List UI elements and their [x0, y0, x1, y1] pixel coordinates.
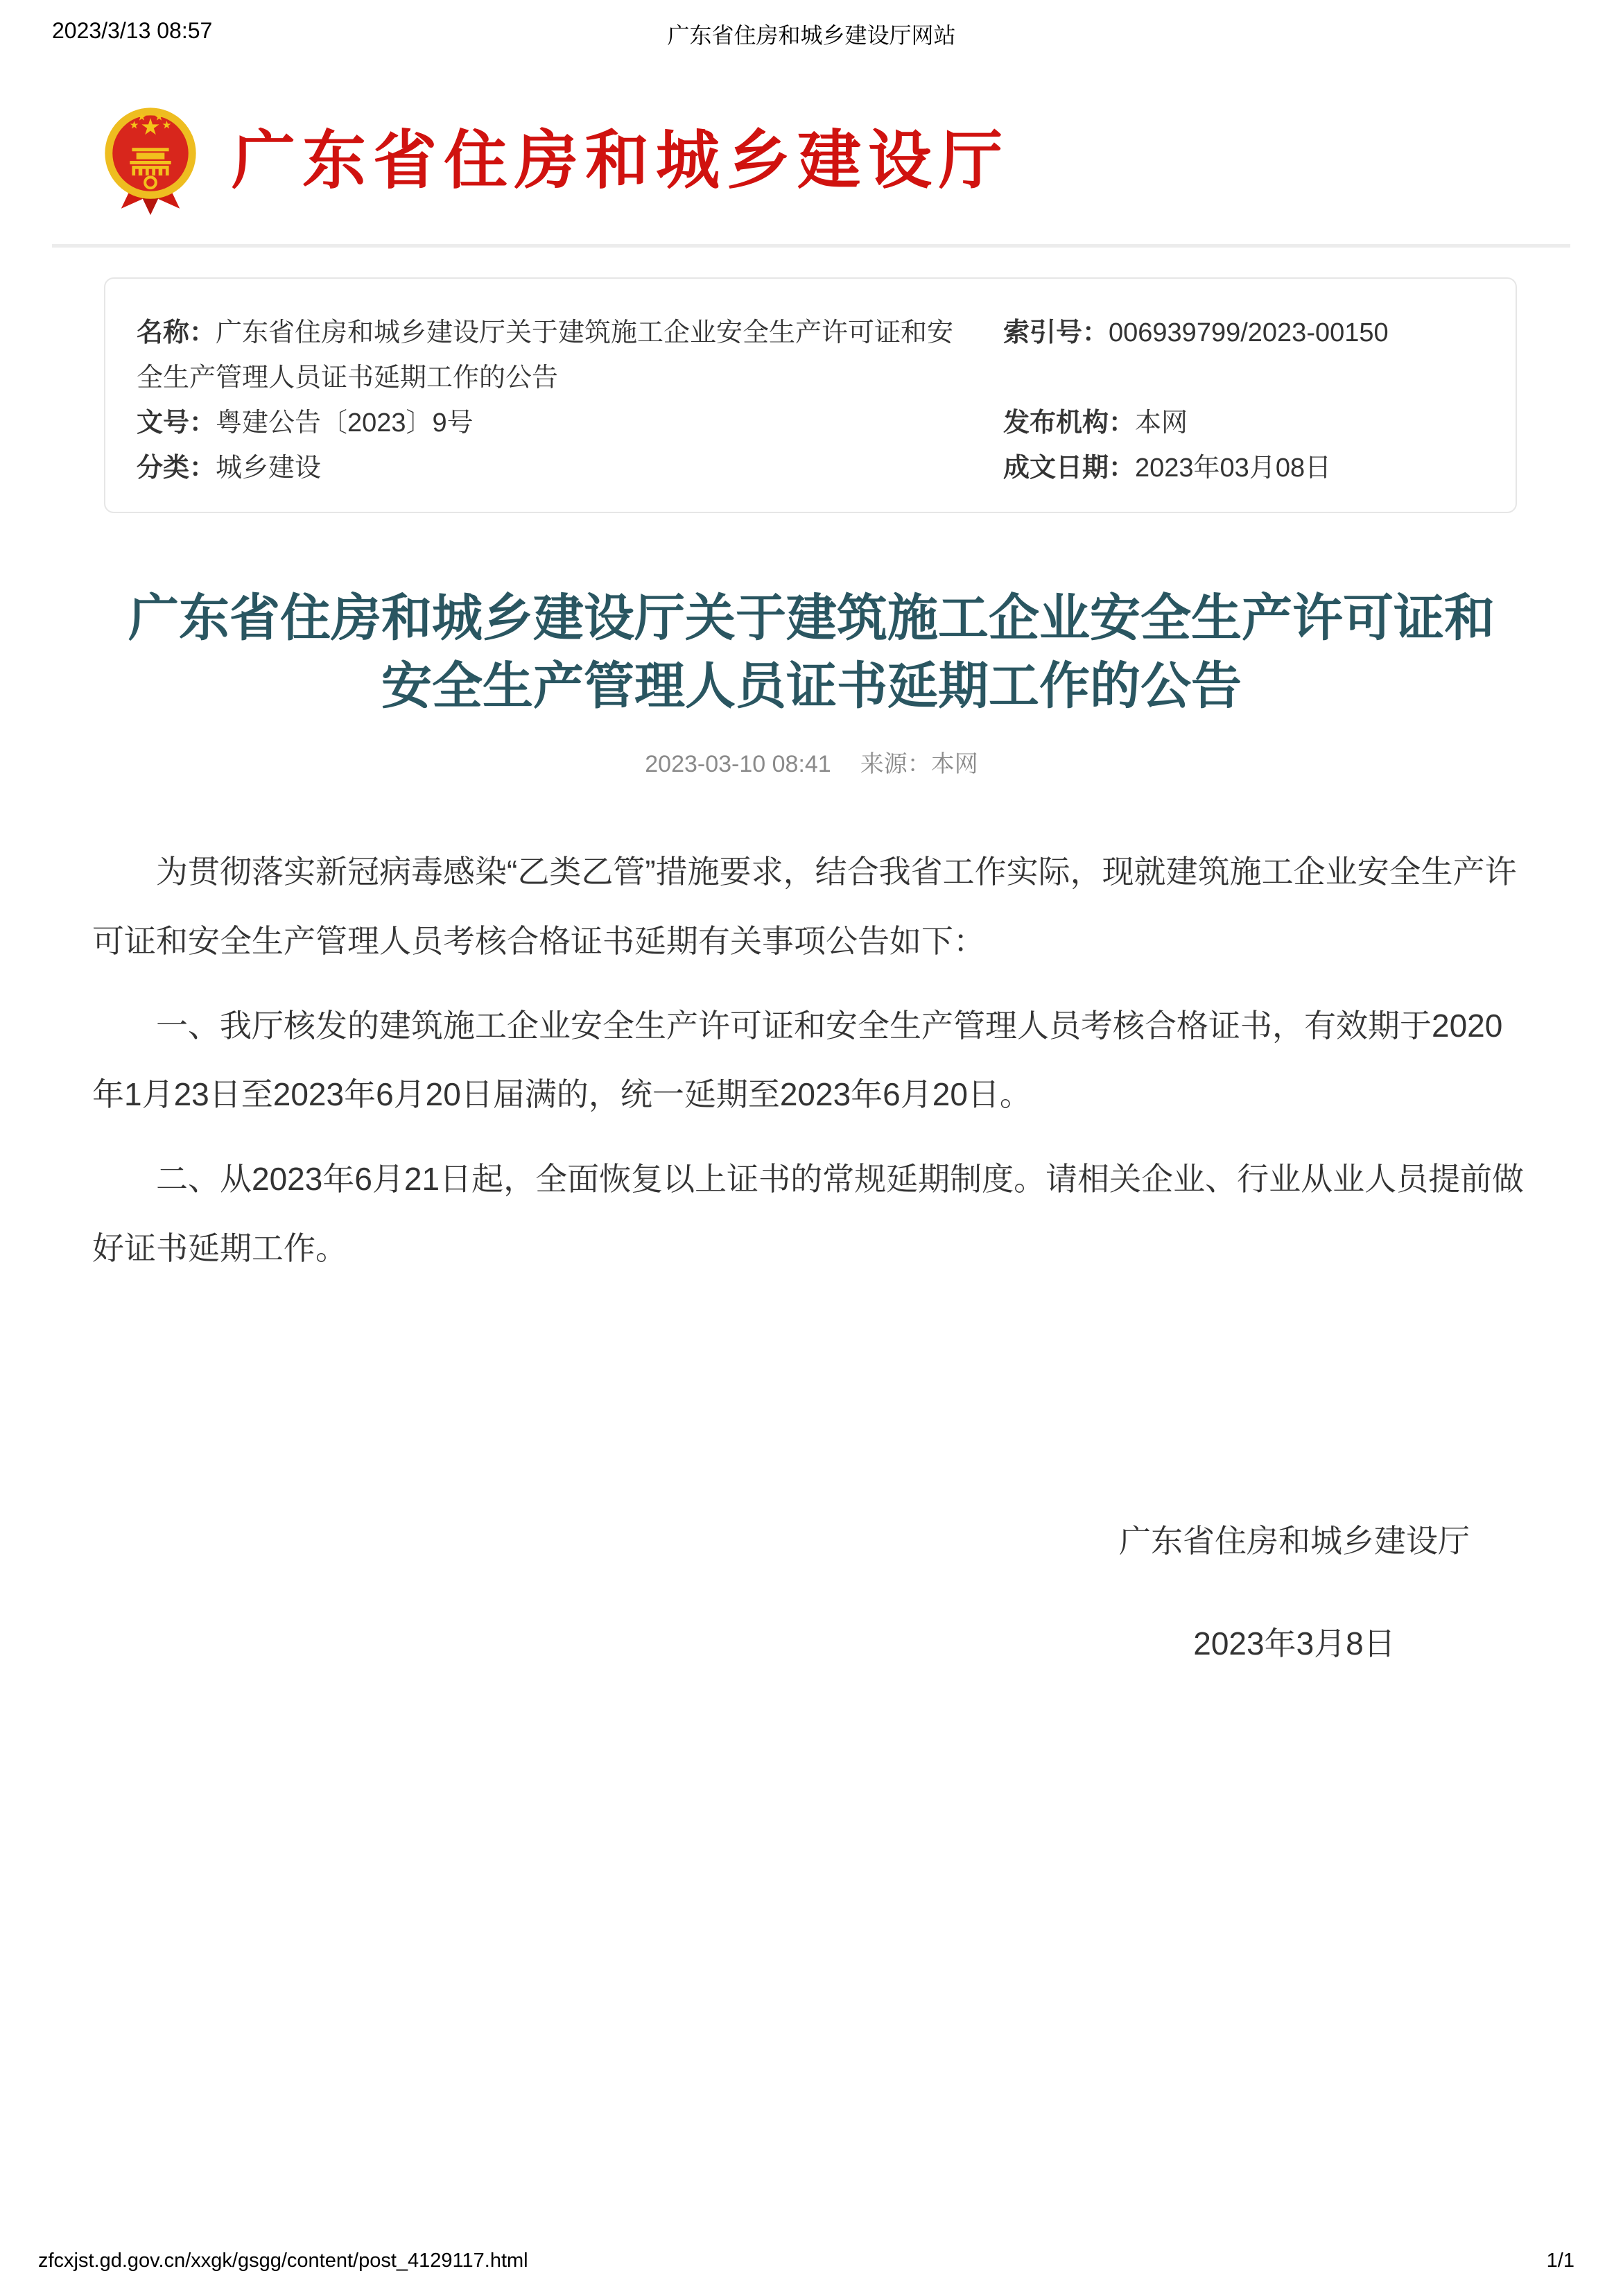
signature-inner	[1119, 1516, 1470, 1664]
signature-org: 广东省住房和城乡建设厅	[1119, 1523, 1470, 1559]
article-title-line-1: 广东省住房和城乡建设厅关于建筑施工企业安全生产许可证和	[128, 590, 1495, 646]
field-index-number	[1003, 311, 1484, 401]
paragraph-item-1: 一、我厅核发的建筑施工企业安全生产许可证和安全生产管理人员考核合格证书，有效期于2020年1月23日至2023年6月20日届满的，统一延期至2023年6月20日。	[92, 1007, 1503, 1113]
field-category-label: 分类：	[137, 454, 216, 483]
article-source: 来源：本网	[860, 751, 978, 777]
print-page-number: 1/1	[1546, 2250, 1574, 2272]
field-publisher-value: 本网	[1135, 408, 1188, 438]
field-category-value: 城乡建设	[216, 454, 322, 483]
article-body	[92, 838, 1531, 1299]
national-emblem-icon	[96, 101, 205, 221]
site-masthead	[96, 101, 1009, 221]
field-name-value: 广东省住房和城乡建设厅关于建筑施工企业安全生产许可证和安全生产管理人员证书延期工作的公告	[137, 318, 954, 392]
field-category	[137, 446, 1003, 491]
field-publisher	[1003, 401, 1484, 446]
signature-block	[92, 1516, 1531, 1664]
print-site-title: 广东省住房和城乡建设厅网站	[667, 23, 956, 48]
document-info-card	[104, 277, 1517, 513]
print-url: zfcxjst.gd.gov.cn/xxgk/gsgg/content/post_4129117.html	[38, 2250, 528, 2272]
org-name: 广东省住房和城乡建设厅	[232, 126, 1010, 196]
article-title	[92, 585, 1531, 720]
paragraph-intro: 为贯彻落实新冠病毒感染“乙类乙管”措施要求，结合我省工作实际，现就建筑施工企业安全生产许可证和安全生产管理人员考核合格证书延期有关事项公告如下：	[92, 854, 1517, 959]
publish-datetime: 2023-03-10 08:41	[645, 751, 831, 777]
field-publisher-label: 发布机构：	[1003, 408, 1136, 438]
field-date-written-label: 成文日期：	[1003, 454, 1136, 483]
signature-date: 2023年3月8日	[1193, 1625, 1396, 1661]
field-doc-number-label: 文号：	[137, 408, 216, 438]
field-date-written-value: 2023年03月08日	[1135, 454, 1332, 483]
field-name-label: 名称：	[137, 318, 216, 347]
field-doc-number	[137, 401, 1003, 446]
article-meta	[92, 745, 1531, 779]
field-name	[137, 311, 1003, 401]
print-timestamp: 2023/3/13 08:57	[52, 18, 213, 43]
article-title-line-2: 安全生产管理人员证书延期工作的公告	[381, 657, 1242, 714]
document-info-grid	[137, 311, 1484, 491]
field-doc-number-value: 粤建公告〔2023〕9号	[216, 408, 474, 438]
field-date-written	[1003, 446, 1484, 491]
paragraph-item-2: 二、从2023年6月21日起，全面恢复以上证书的常规延期制度。请相关企业、行业从业人员提前做好证书延期工作。	[92, 1161, 1525, 1267]
field-index-number-label: 索引号：	[1003, 318, 1109, 347]
field-index-number-value: 006939799/2023-00150	[1109, 318, 1389, 347]
header-divider	[52, 244, 1570, 248]
